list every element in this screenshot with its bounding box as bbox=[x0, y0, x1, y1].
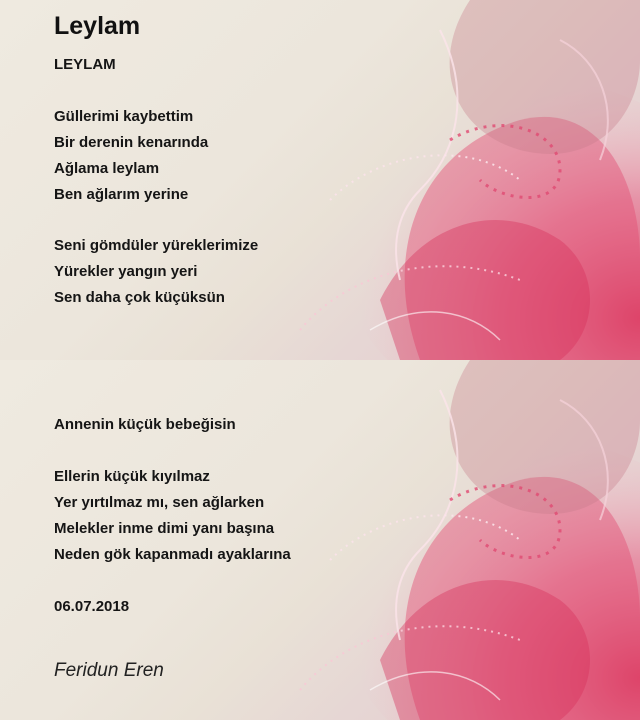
poem-line: Melekler inme dimi yanı başına bbox=[54, 520, 275, 537]
poem-line: Neden gök kapanmadı ayaklarına bbox=[54, 546, 291, 563]
poem-date: 06.07.2018 bbox=[54, 598, 130, 615]
poem-line: Yer yırtılmaz mı, sen ağlarken bbox=[54, 494, 265, 511]
poem-line: Annenin küçük bebeğisin bbox=[54, 416, 236, 433]
poem-line: Ağlama leylam bbox=[54, 160, 160, 177]
poem-line: Ellerin küçük kıyılmaz bbox=[54, 468, 210, 485]
poem-line: Yürekler yangın yeri bbox=[54, 263, 198, 280]
poem-line: Ben ağlarım yerine bbox=[54, 186, 189, 203]
poem-author: Feridun Eren bbox=[54, 660, 164, 681]
poem-line: Güllerimi kaybettim bbox=[54, 108, 194, 125]
poem-line: Seni gömdüler yüreklerimize bbox=[54, 237, 259, 254]
poem-heading: LEYLAM bbox=[54, 56, 116, 73]
poem-line: Bir derenin kenarında bbox=[54, 134, 209, 151]
poem-line: Sen daha çok küçüksün bbox=[54, 289, 225, 306]
poem-title: Leylam bbox=[54, 12, 141, 40]
